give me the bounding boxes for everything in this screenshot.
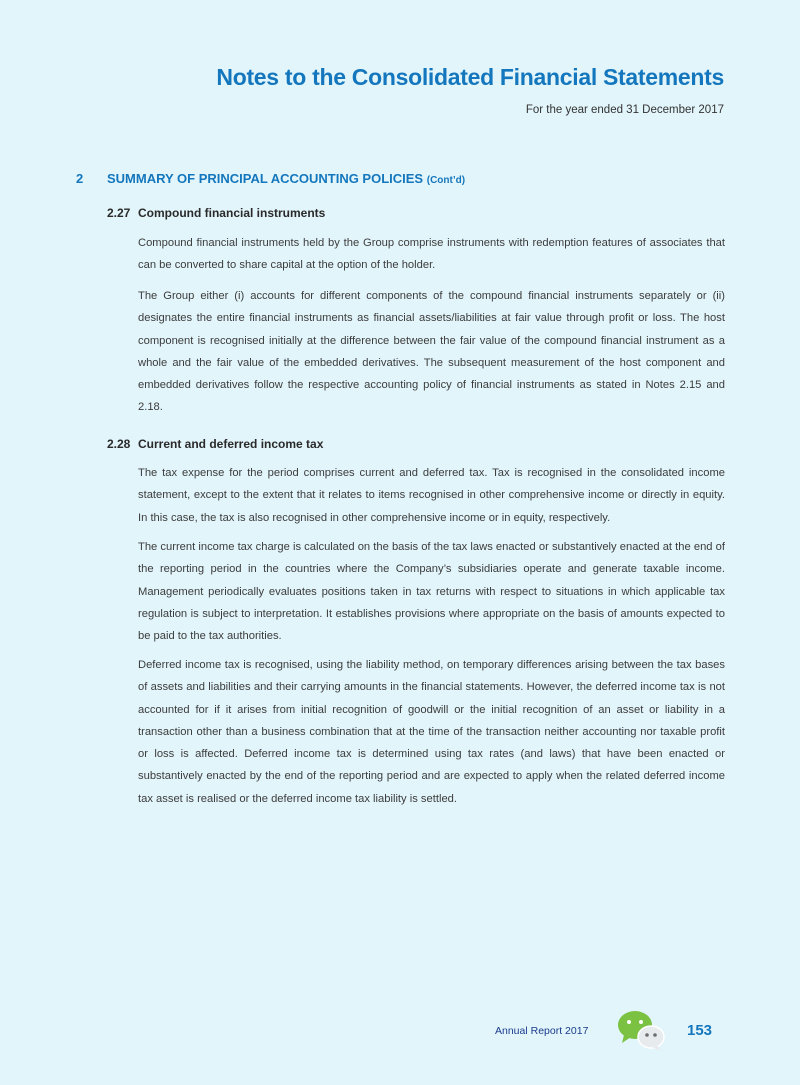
- paragraph: Compound financial instruments held by the Group comprise instruments with redemption features of associates that can be converted to share capital at the option of the holder.: [138, 237, 725, 272]
- section-heading: [76, 171, 726, 186]
- subsection-heading-2-27: [107, 206, 727, 220]
- subsection-title: Current and deferred income tax: [138, 437, 324, 451]
- section-suffix: (Cont’d): [426, 175, 466, 186]
- wechat-logo-icon: [617, 1010, 667, 1052]
- footer-report-label: Annual Report 2017: [495, 1025, 589, 1037]
- section-title: SUMMARY OF PRINCIPAL ACCOUNTING POLICIES: [107, 171, 424, 186]
- paragraph: The tax expense for the period comprises current and deferred tax. Tax is recognised in the consolidated income statement, except to the extent that it relates to items recognised in other comprehensive income or directly in equity. In this case, the tax is also recognised in other comprehensive income or in equity, respectively.: [138, 467, 725, 524]
- subsection-title: Compound financial instruments: [138, 206, 326, 220]
- section-number: 2: [76, 171, 84, 186]
- paragraph: The current income tax charge is calculated on the basis of the tax laws enacted or substantively enacted at the end of the reporting period in the countries where the Company’s subsidiaries operate and generate taxable income. Management periodically evaluates positions taken in tax returns with respect to situations in which applicable tax regulation is subject to interpretation. It establishes provisions where appropriate on the basis of amounts expected to be paid to the tax authorities.: [138, 541, 725, 643]
- subsection-number: 2.27: [107, 206, 131, 220]
- paragraph: The Group either (i) accounts for different components of the compound financial instruments separately or (ii) designates the entire financial instruments as financial assets/liabilities at fair value through profit or loss. The host component is recognised initially at the difference between the fair value of the compound financial instrument as a whole and the fair value of the embedded derivatives. The subsequent measurement of the host component and embedded derivatives follow the respective accounting policy of financial instruments as stated in Notes 2.15 and 2.18.: [138, 290, 725, 414]
- paragraph: Deferred income tax is recognised, using the liability method, on temporary differences arising between the tax bases of assets and liabilities and their carrying amounts in the financial statements. However, the deferred income tax is not accounted for if it arises from initial recognition of goodwill or the initial recognition of an asset or liability in a transaction other than a business combination that at the time of the transaction neither accounting nor taxable profit or loss is affected. Deferred income tax is determined using tax rates (and laws) that have been enacted or substantively enacted by the end of the reporting period and are expected to apply when the related deferred income tax asset is realised or the deferred income tax liability is settled.: [138, 659, 725, 805]
- subsection-number: 2.28: [107, 437, 131, 451]
- subsection-heading-2-28: [107, 437, 727, 451]
- page-subtitle: For the year ended 31 December 2017: [525, 104, 724, 116]
- page-title: Notes to the Consolidated Financial Statements: [216, 64, 724, 90]
- page-number: 153: [687, 1022, 713, 1039]
